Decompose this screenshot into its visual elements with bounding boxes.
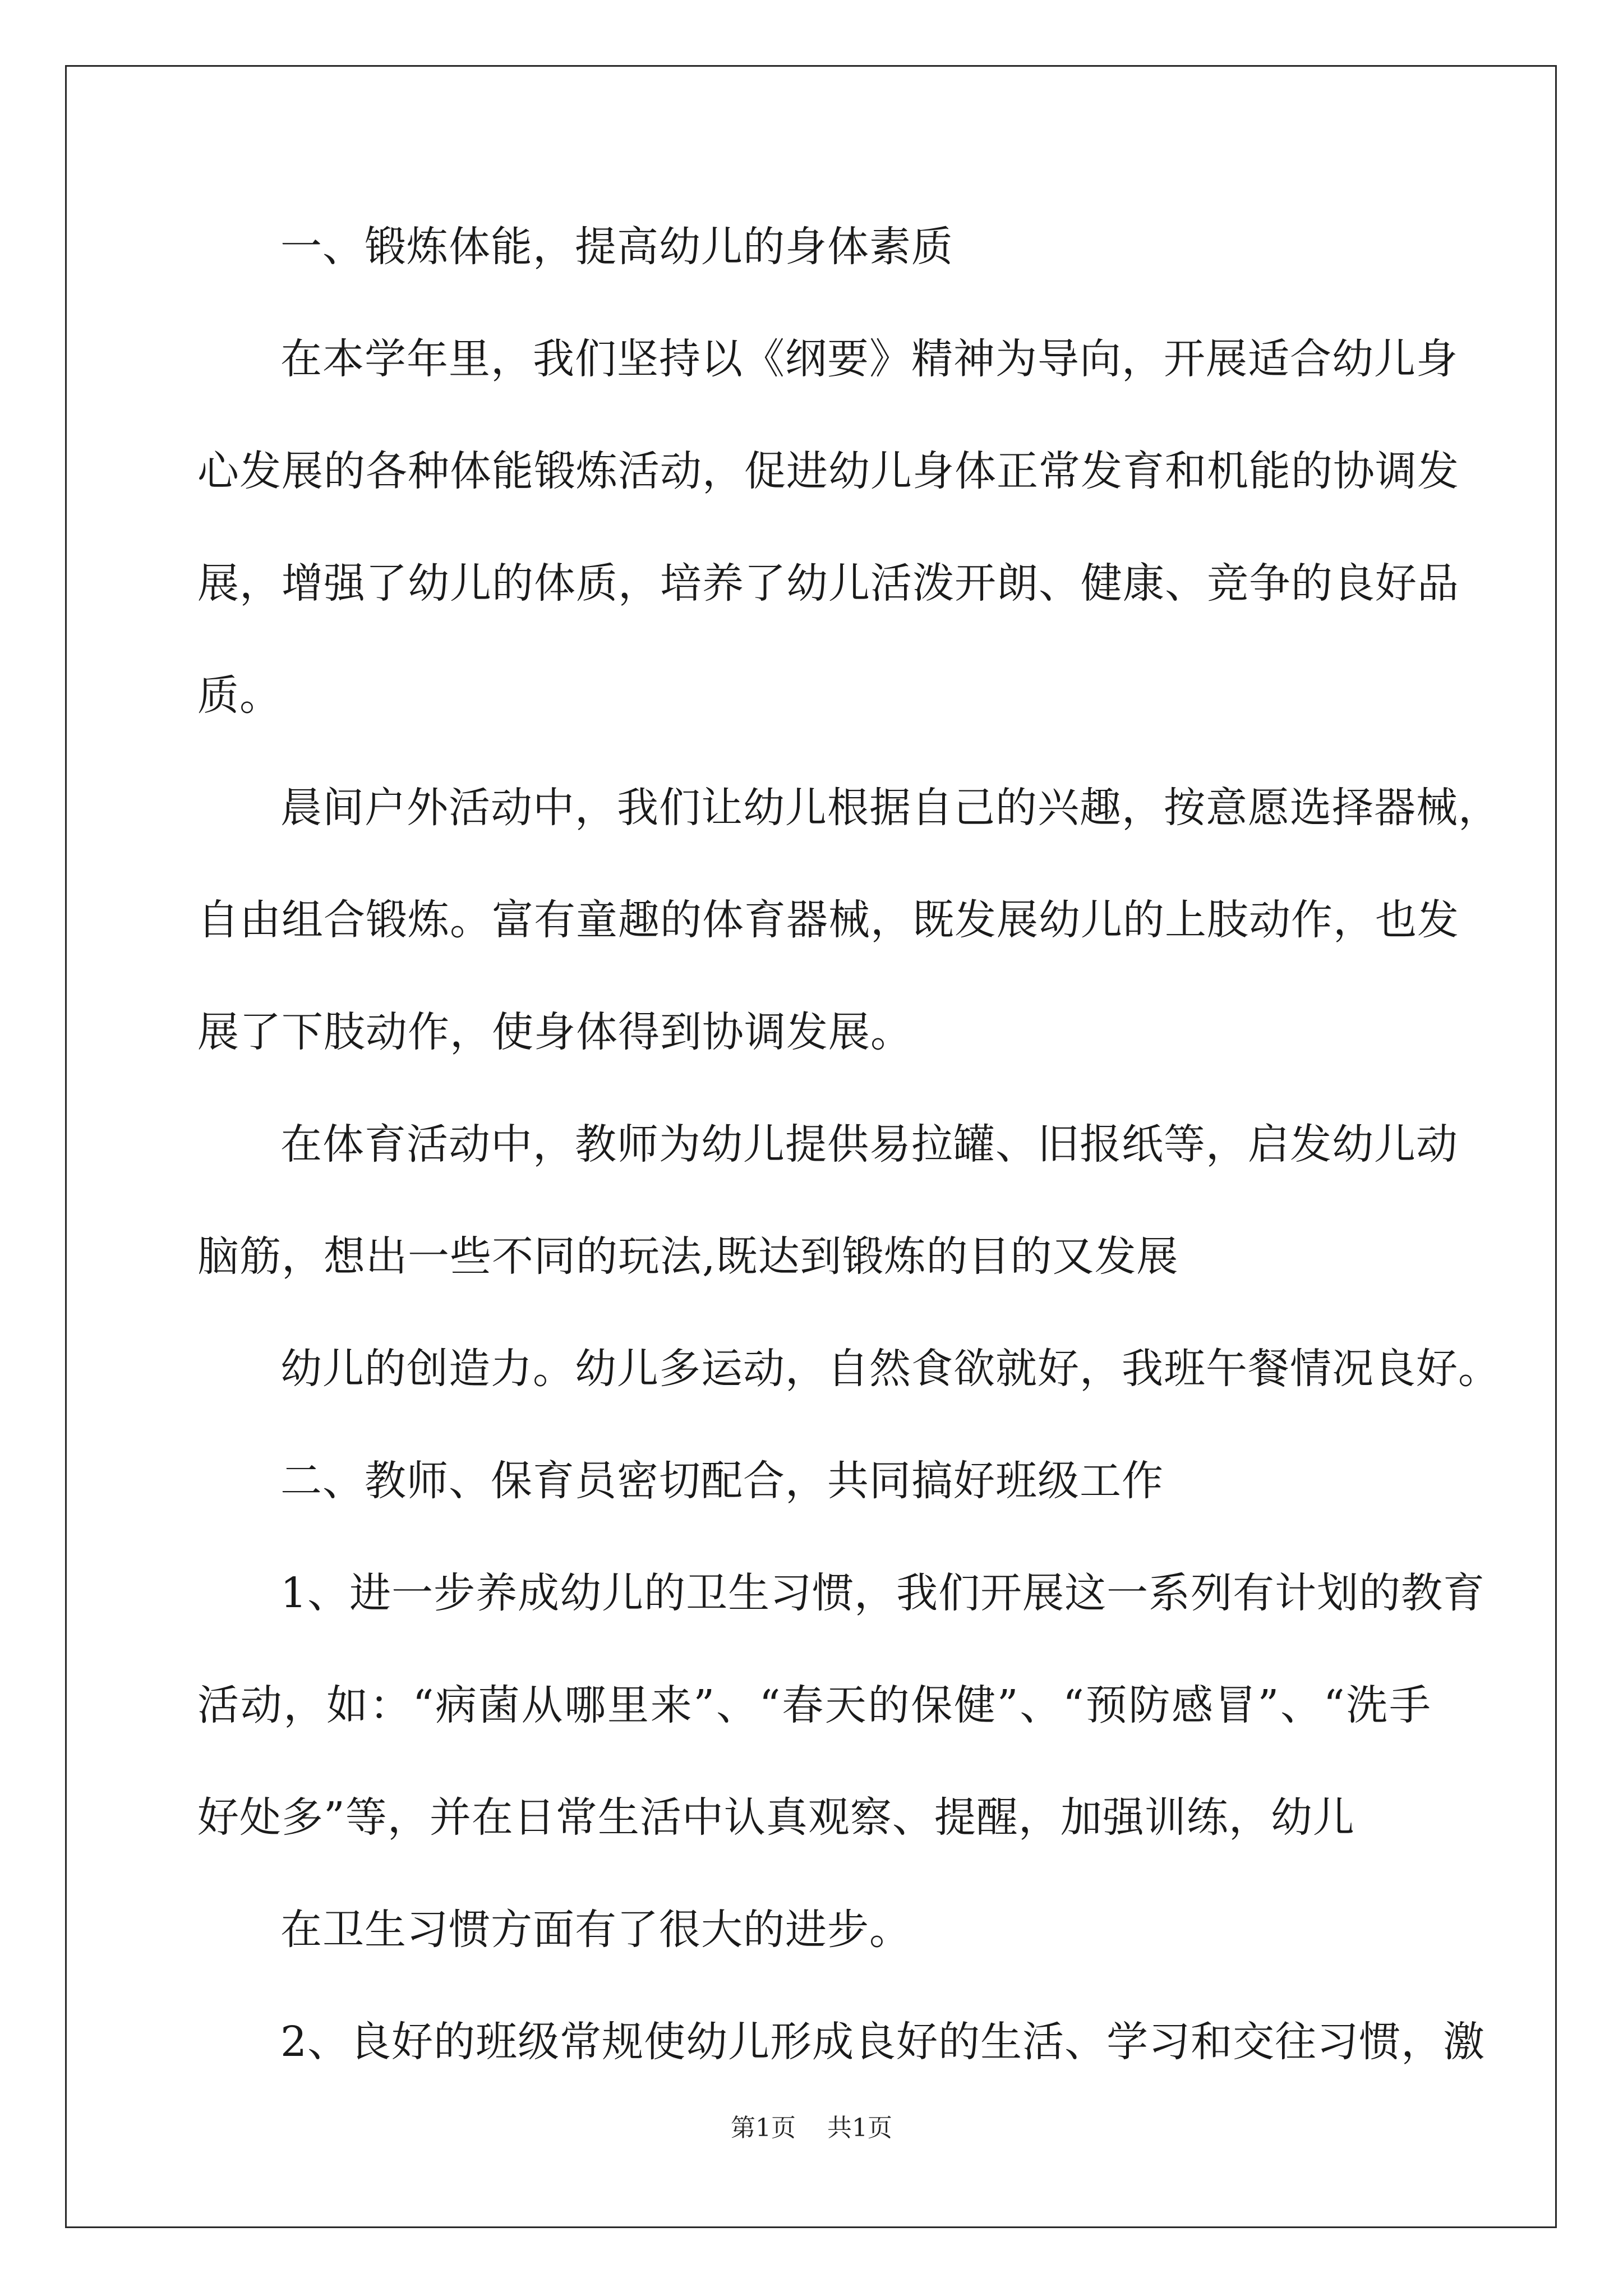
paragraph-line: 在卫生习惯方面有了很大的进步。	[280, 1906, 911, 1954]
paragraph-line: 脑筋，想出一些不同的玩法,既达到锻炼的目的又发展	[197, 1232, 1179, 1281]
section-heading-2: 二、教师、保育员密切配合，共同搞好班级工作	[280, 1457, 1164, 1505]
paragraph-line: 展，增强了幼儿的体质，培养了幼儿活泼开朗、健康、竞争的良好品	[197, 559, 1459, 608]
paragraph-line: 质。	[197, 671, 282, 720]
paragraph-line: 幼儿的创造力。幼儿多运动，自然食欲就好，我班午餐情况良好。	[280, 1345, 1500, 1393]
paragraph-line: 2、良好的班级常规使幼儿形成良好的生活、学习和交往习惯，激	[280, 2018, 1486, 2066]
paragraph-line: 展了下肢动作，使身体得到协调发展。	[197, 1008, 912, 1056]
paragraph-line: 在本学年里，我们坚持以《纲要》精神为导向，开展适合幼儿身	[280, 335, 1458, 383]
paragraph-line: 1、进一步养成幼儿的卫生习惯，我们开展这一系列有计划的教育	[280, 1569, 1486, 1617]
paragraph-line: 晨间户外活动中，我们让幼儿根据自己的兴趣，按意愿选择器械，	[280, 784, 1500, 832]
section-heading-1: 一、锻炼体能，提高幼儿的身体素质	[280, 223, 953, 271]
paragraph-line: 好处多”等，并在日常生活中认真观察、提醒，加强训练，幼儿	[197, 1793, 1355, 1842]
paragraph-line: 在体育活动中，教师为幼儿提供易拉罐、旧报纸等，启发幼儿动	[280, 1120, 1458, 1168]
paragraph-line: 活动，如：“病菌从哪里来”、“春天的保健”、“预防感冒”、“洗手	[197, 1681, 1431, 1729]
page-number-footer: 第1页 共1页	[731, 2114, 892, 2142]
paragraph-line: 自由组合锻炼。富有童趣的体育器械，既发展幼儿的上肢动作，也发	[197, 896, 1459, 944]
paragraph-line: 心发展的各种体能锻炼活动，促进幼儿身体正常发育和机能的协调发	[197, 447, 1459, 495]
